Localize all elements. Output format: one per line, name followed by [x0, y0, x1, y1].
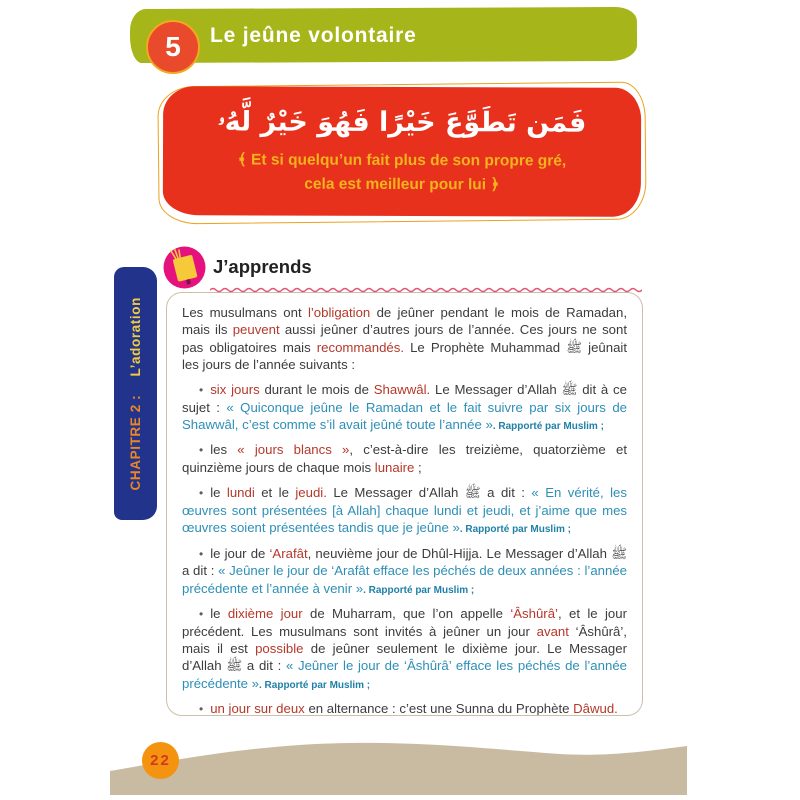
- text-segment: le: [210, 485, 227, 501]
- list-item: [182, 605, 627, 692]
- text-segment: lunaire: [374, 460, 415, 476]
- verse-translation: [238, 149, 567, 198]
- text-segment: de Muharram, que l’on appelle: [302, 605, 511, 621]
- text-segment: recommandés.: [316, 339, 405, 355]
- text-segment: Dâwud.: [573, 700, 618, 716]
- text-segment: ;: [414, 460, 422, 476]
- lesson-number-badge: [146, 20, 200, 74]
- text-segment: jeudi.: [295, 485, 327, 501]
- text-segment: , et le jour précédent. Les musulmans sont invités à jeûner un jour: [182, 605, 627, 639]
- text-segment: . Rapporté par Muslim ;: [492, 421, 604, 433]
- verse-box: [163, 86, 641, 217]
- bullet-icon: •: [199, 383, 204, 398]
- text-segment: Le Messager d’Allah ﷺ dit à ce sujet :: [182, 382, 627, 415]
- bullet-list: [182, 381, 627, 716]
- bullet-icon: •: [199, 546, 204, 561]
- text-segment: Le Messager d’Allah ﷺ a dit :: [326, 485, 532, 501]
- text-segment: le jour de: [210, 545, 270, 561]
- verse-arabic-text: فَمَن تَطَوَّعَ خَيْرًا فَهُوَ خَيْرٌ لَّهُۥ: [217, 105, 587, 139]
- text-segment: et le: [254, 485, 296, 501]
- text-segment: durant le mois de: [259, 382, 374, 398]
- text-segment: aussi jeûner d’autres jours de l’année. Ces jours ne sont pas obligatoires mais: [182, 322, 628, 355]
- text-segment: « jours blancs »: [237, 442, 350, 458]
- bullet-icon: •: [199, 606, 204, 621]
- text-segment: de jeûner pendant le mois de Ramadan, mais ils: [182, 305, 628, 338]
- text-segment: « Quiconque jeûne le Ramadan et le fait suivre par six jours de Shawwâl, c’est comme s’il avait jeûné toute l’année »: [182, 399, 627, 433]
- verse-translation-line2: cela est meilleur pour lui ﴿: [304, 176, 500, 194]
- text-segment: avant: [536, 623, 569, 639]
- text-segment: peuvent: [232, 322, 280, 338]
- bullet-icon: •: [199, 486, 204, 501]
- chapter-name: L’adoration: [128, 296, 143, 377]
- chapter-tab: [114, 267, 157, 520]
- text-segment: en alternance : c’est une Sunna du Prophète: [304, 700, 574, 716]
- page-number-badge: [142, 742, 179, 779]
- bullet-icon: •: [199, 443, 204, 458]
- text-segment: un jour sur deux: [210, 700, 305, 716]
- section-title: J’apprends: [213, 256, 312, 277]
- page-title: Le jeûne volontaire: [210, 24, 417, 47]
- text-segment: Shawwâl.: [373, 382, 431, 398]
- text-segment: le: [210, 605, 228, 621]
- footer-wave: [110, 737, 687, 800]
- text-segment: « Jeûner le jour de ‘Âshûrâ’ efface les péchés de l’année précédente »: [182, 658, 627, 691]
- list-item: [182, 484, 627, 536]
- text-segment: Les musulmans ont: [182, 305, 308, 320]
- list-item: [182, 545, 627, 597]
- intro-paragraph: [182, 304, 627, 373]
- text-segment: ‘Âshûrâ’, mais il est: [182, 623, 627, 656]
- text-segment: « En vérité, les œuvres sont présentées [à Allah] chaque lundi et jeudi, et j’aime que mes œuvres soient présentées tandis que je jeûne »: [182, 485, 627, 536]
- text-segment: dixième jour: [227, 605, 303, 621]
- list-item: [182, 441, 627, 476]
- list-item: [182, 700, 627, 716]
- text-segment: ‘Arafât: [269, 545, 308, 561]
- text-segment: . Rapporté par Muslim ;: [259, 679, 371, 691]
- text-segment: six jours: [210, 382, 260, 398]
- page-number: 22: [150, 752, 171, 769]
- lesson-number: 5: [165, 31, 181, 62]
- text-segment: , neuvième jour de Dhûl-Hijja. Le Messager d’Allah ﷺ a dit :: [182, 545, 628, 579]
- text-segment: , c’est-à-dire les treizième, quatorzième et quinzième jours de chaque mois: [182, 442, 627, 476]
- text-segment: . Rapporté par Muslim ;: [459, 524, 571, 536]
- chapter-label: CHAPITRE 2 :: [128, 394, 143, 491]
- verse-translation-line1: ﴾ Et si quelqu’un fait plus de son propre gré,: [237, 151, 567, 170]
- text-segment: les: [210, 442, 238, 458]
- bullet-icon: •: [199, 701, 204, 716]
- text-segment: possible: [255, 640, 304, 656]
- chapter-tab-text: [128, 297, 143, 490]
- text-segment: l’obligation: [307, 305, 371, 320]
- text-segment: « Jeûner le jour de ‘Arafât efface les péchés de deux années : l’année précédente et l’année à venir »: [182, 563, 628, 596]
- text-segment: lundi: [226, 485, 255, 501]
- list-item: [182, 381, 627, 433]
- learn-box: [166, 292, 643, 716]
- text-segment: . Rapporté par Muslim ;: [363, 584, 475, 596]
- text-segment: ‘Âshûrâ’: [510, 605, 558, 621]
- book-icon: [163, 246, 206, 289]
- text-segment: de jeûner seulement le dixième jour. Le Messager d’Allah ﷺ a dit :: [182, 640, 627, 674]
- text-segment: Le Prophète Muhammad ﷺ jeûnait les jours de l’année suivants :: [182, 339, 627, 372]
- section-underline: [210, 281, 642, 299]
